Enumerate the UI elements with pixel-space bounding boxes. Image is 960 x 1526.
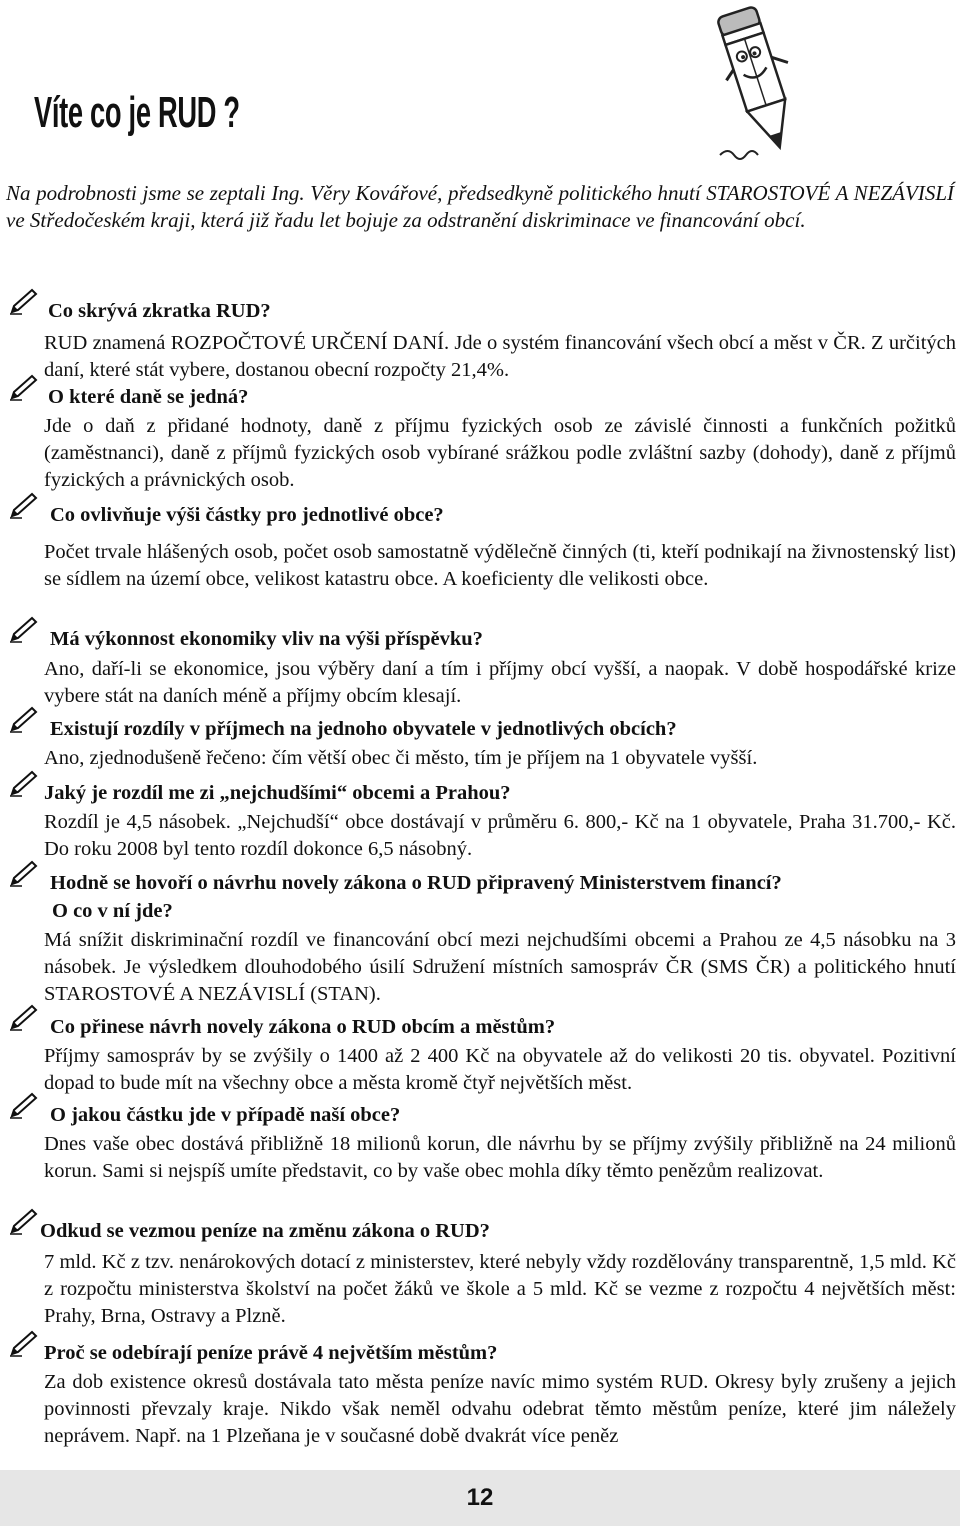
page-number: 12	[466, 1484, 494, 1511]
pencil-bullet-icon	[8, 1330, 42, 1358]
pencil-bullet-icon	[8, 1208, 42, 1236]
pencil-bullet-icon	[8, 1092, 42, 1120]
answer-paragraph: Dnes vaše obec dostává přibližně 18 milionů korun, dle návrhu by se příjmy zvýšily přibližně na 24 milionů korun. Sami si nejspíš umíte představit, co by vaše obec mohla díky těmto penězům realizovat.	[44, 1133, 956, 1182]
question-heading: Co přinese návrh novely zákona o RUD obcím a městům?	[50, 1016, 556, 1038]
pencil-mascot-illustration	[700, 0, 810, 170]
question-heading: O které daně se jedná?	[48, 386, 249, 408]
answer-paragraph: 7 mld. Kč z tzv. nenárokových dotací z ministerstev, které nebyly vždy rozdělovány transparentně, 1,5 mld. Kč z rozpočtu ministerstva školství na počet žáků ve škole a 5 mld. Kč se vezme z rozpočtu 4 největších měst: Prahy, Brna, Ostravy a Plzně.	[44, 1251, 956, 1327]
answer-paragraph: Za dob existence okresů dostávala tato města peníze navíc mimo systém RUD. Okresy byly zrušeny a jejich povinnosti převzaly kraje. Nikdo však neměl odvahu odebrat těmto městům peníze, které jim náležely neprávem. Např. na 1 Plzeňana je v současné době dvakrát více peněz	[44, 1371, 956, 1447]
pencil-bullet-icon	[8, 706, 42, 734]
pencil-bullet-icon	[8, 860, 42, 888]
page-number-bar	[0, 1470, 960, 1526]
pencil-bullet-icon	[8, 288, 42, 316]
question-heading: Má výkonnost ekonomiky vliv na výši příspěvku?	[50, 628, 483, 650]
question-heading: Odkud se vezmou peníze na změnu zákona o RUD?	[40, 1220, 490, 1242]
pencil-bullet-icon	[8, 616, 42, 644]
pencil-bullet-icon	[8, 374, 42, 402]
pencil-bullet-icon	[8, 770, 42, 798]
intro-paragraph: Na podrobnosti jsme se zeptali Ing. Věry Kovářové, předsedkyně politického hnutí STAROSTOVÉ A NEZÁVISLÍ ve Středočeském kraji, která již řadu let bojuje za odstranění diskriminace ve financování obcí.	[6, 181, 954, 232]
answer-paragraph: Příjmy samospráv by se zvýšily o 1400 až 2 400 Kč na obyvatele až do velikosti 20 tis. obyvatel. Pozitivní dopad to bude mít na všechny obce a města kromě čtyř největších měst.	[44, 1045, 956, 1094]
answer-paragraph: Ano, daří-li se ekonomice, jsou výběry daní a tím i příjmy obcí vyšší, a naopak. V době hospodářské krize vybere stát na daních méně a příjmy obcím klesají.	[44, 658, 956, 707]
question-heading: Co ovlivňuje výši částky pro jednotlivé obce?	[50, 504, 444, 526]
pencil-bullet-icon	[8, 1004, 42, 1032]
answer-paragraph: Ano, zjednodušeně řečeno: čím větší obec či město, tím je příjem na 1 obyvatele vyšší.	[44, 747, 758, 769]
answer-paragraph: Rozdíl je 4,5 násobek. „Nejchudší“ obce dostávají v průměru 6. 800,- Kč na 1 obyvatele, Praha 31.700,- Kč. Do roku 2008 byl tento rozdíl dokonce 6,5 násobný.	[44, 811, 956, 860]
question-heading: Existují rozdíly v příjmech na jednoho obyvatele v jednotlivých obcích?	[50, 718, 677, 740]
question-heading: Co skrývá zkratka RUD?	[48, 300, 271, 322]
pencil-bullet-icon	[8, 492, 42, 520]
question-heading: Proč se odebírají peníze právě 4 největším městům?	[44, 1342, 498, 1364]
answer-paragraph: Počet trvale hlášených osob, počet osob samostatně výdělečně činných (ti, kteří podnikají na živnostenský list) se sídlem na území obce, velikost katastru obce. A koeficienty dle velikosti obce.	[44, 541, 956, 590]
question-heading: Hodně se hovoří o návrhu novely zákona o RUD připravený Ministerstvem financí?	[50, 872, 782, 894]
question-heading: Jaký je rozdíl me zi „nejchudšími“ obcemi a Prahou?	[44, 782, 511, 804]
question-heading: O jakou částku jde v případě naší obce?	[50, 1104, 401, 1126]
question-heading-continued: O co v ní jde?	[52, 900, 173, 922]
answer-paragraph: Má snížit diskriminační rozdíl ve financování obcí mezi nejchudšími obcemi a Prahou ze 4,5 násobku na 3 násobek. Je výsledkem dlouhodobého úsilí Sdružení místních samospráv ČR (SMS ČR) a politického hnutí STAROSTOVÉ A NEZÁVISLÍ (STAN).	[44, 929, 956, 1005]
page-title: Víte co je RUD ?	[34, 88, 240, 137]
answer-paragraph: RUD znamená ROZPOČTOVÉ URČENÍ DANÍ. Jde o systém financování všech obcí a měst v ČR. Z určitých daní, které stát vybere, dostanou obecní rozpočty 21,4%.	[44, 332, 956, 381]
answer-paragraph: Jde o daň z přidané hodnoty, daně z příjmu fyzických osob ze závislé činnosti a funkčních požitků (zaměstnanci), daně z příjmů fyzických osob vybírané srážkou podle zvláštní sazby (dohody), daně z příjmů fyzických a právnických osob.	[44, 415, 956, 491]
